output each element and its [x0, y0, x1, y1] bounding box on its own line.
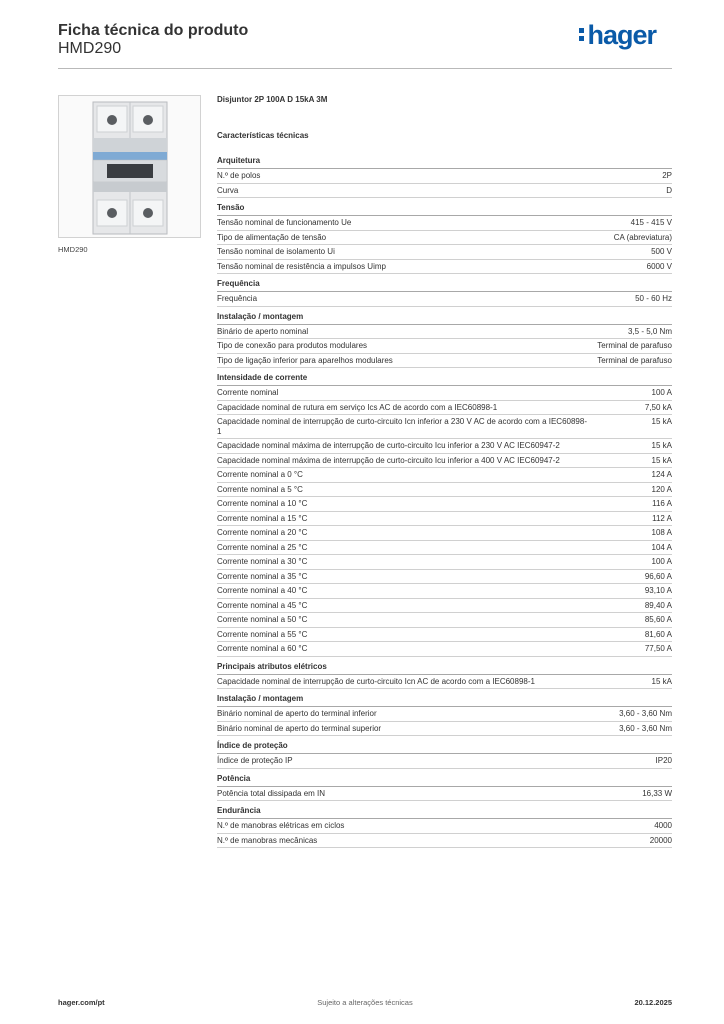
spec-section [217, 689, 672, 736]
spec-label: Tensão nominal de funcionamento Ue [217, 218, 352, 227]
spec-row [217, 468, 672, 483]
spec-label: Tipo de conexão para produtos modulares [217, 341, 368, 350]
section-title: Intensidade de corrente [217, 368, 672, 386]
spec-value: 15 kA [651, 441, 672, 450]
spec-row [217, 707, 672, 722]
spec-label: Binário nominal de aperto do terminal inferior [217, 709, 377, 718]
spec-value: 50 - 60 Hz [635, 294, 672, 303]
spec-label: Corrente nominal a 40 °C [217, 586, 308, 595]
spec-row [217, 555, 672, 570]
spec-value: 3,60 - 3,60 Nm [619, 709, 672, 718]
spec-value: 3,5 - 5,0 Nm [627, 326, 672, 336]
footer-website: hager.com/pt [58, 998, 105, 1007]
spec-section [217, 307, 672, 369]
spec-value: 15 kA [651, 455, 672, 465]
spec-label: Tipo de alimentação de tensão [217, 232, 327, 242]
product-image [58, 95, 201, 238]
spec-row [217, 642, 672, 657]
spec-row [217, 292, 672, 307]
spec-section [217, 736, 672, 769]
spec-row [217, 231, 672, 246]
spec-value: 500 V [651, 247, 672, 256]
spec-value: Terminal de parafuso [597, 355, 672, 365]
spec-row [217, 386, 672, 401]
spec-value: Terminal de parafuso [597, 341, 672, 350]
spec-label: Binário de aperto nominal [217, 326, 309, 336]
spec-row [217, 584, 672, 599]
spec-value: 89,40 A [644, 600, 672, 610]
spec-label: Curva [217, 185, 239, 195]
page-title: Ficha técnica do produto [58, 22, 249, 39]
spec-row [217, 184, 672, 199]
spec-value: IP20 [655, 756, 672, 765]
spec-row [217, 354, 672, 369]
spec-row [217, 497, 672, 512]
spec-label: Corrente nominal a 50 °C [217, 615, 308, 624]
spec-value: CA (abreviatura) [613, 232, 672, 242]
spec-value: 15 kA [651, 417, 672, 426]
spec-row [217, 570, 672, 585]
spec-value: 77,50 A [644, 644, 672, 653]
spec-row [217, 754, 672, 769]
spec-section [217, 657, 672, 690]
spec-sections [217, 151, 672, 848]
spec-value: 104 A [651, 542, 672, 552]
spec-label: Capacidade nominal máxima de interrupção de curto-circuito Icu inferior a 230 V AC IEC60947-2 [217, 441, 560, 450]
spec-value: 4000 [654, 821, 672, 830]
spec-label: Tensão nominal de resistência a impulsos Uimp [217, 261, 386, 271]
spec-row [217, 415, 672, 439]
spec-value: 93,10 A [644, 586, 672, 595]
product-model: HMD290 [58, 40, 122, 57]
spec-label: Corrente nominal a 60 °C [217, 644, 308, 653]
section-title: Arquitetura [217, 151, 672, 169]
spec-label: Corrente nominal a 10 °C [217, 499, 308, 508]
spec-row [217, 675, 672, 690]
spec-label: Capacidade nominal máxima de interrupção de curto-circuito Icu inferior a 400 V AC IEC60947-2 [217, 455, 560, 465]
spec-row [217, 339, 672, 354]
spec-label: Corrente nominal a 20 °C [217, 528, 308, 537]
spec-section [217, 198, 672, 274]
spec-label: N.º de manobras elétricas em ciclos [217, 821, 345, 830]
spec-value: 100 A [651, 388, 672, 397]
spec-label: Corrente nominal a 45 °C [217, 600, 308, 610]
section-title: Frequência [217, 274, 672, 292]
spec-content [217, 93, 672, 848]
spec-row [217, 401, 672, 416]
section-title: Principais atributos elétricos [217, 657, 672, 675]
spec-value: 120 A [651, 484, 672, 494]
section-title: Índice de proteção [217, 736, 672, 754]
spec-label: Corrente nominal [217, 388, 279, 397]
spec-row [217, 541, 672, 556]
spec-value: 96,60 A [644, 571, 672, 581]
hager-logo [579, 20, 656, 51]
spec-value: 116 A [652, 499, 672, 508]
spec-row [217, 834, 672, 849]
section-title: Endurância [217, 801, 672, 819]
spec-label: Corrente nominal a 5 °C [217, 484, 303, 494]
spec-label: Capacidade nominal de interrupção de curto-circuito Icn AC de acordo com a IEC60898-1 [217, 676, 535, 686]
spec-value: 16,33 W [642, 788, 672, 798]
spec-label: Corrente nominal a 15 °C [217, 513, 308, 523]
spec-label: Frequência [217, 294, 258, 303]
spec-label: Tensão nominal de isolamento Ui [217, 247, 335, 256]
logo-text: hager [587, 20, 656, 50]
spec-section [217, 801, 672, 848]
spec-label: Binário nominal de aperto do terminal superior [217, 723, 382, 733]
spec-row [217, 599, 672, 614]
spec-value: 6000 V [646, 261, 672, 271]
logo-dots-icon [579, 25, 585, 43]
spec-value: 81,60 A [644, 629, 672, 639]
section-title: Instalação / montagem [217, 307, 672, 325]
spec-value: 85,60 A [644, 615, 672, 624]
spec-label: Capacidade nominal de interrupção de curto-circuito Icn inferior a 230 V AC de acordo com a IEC60898-1 [217, 417, 587, 436]
spec-label: Corrente nominal a 30 °C [217, 557, 308, 566]
spec-value: 15 kA [651, 676, 672, 686]
spec-row [217, 245, 672, 260]
spec-label: Corrente nominal a 55 °C [217, 629, 308, 639]
tech-characteristics-heading: Características técnicas [217, 131, 309, 140]
spec-label: Corrente nominal a 25 °C [217, 542, 308, 552]
spec-row [217, 819, 672, 834]
spec-section [217, 769, 672, 802]
spec-label: N.º de polos [217, 171, 261, 180]
spec-value: 3,60 - 3,60 Nm [619, 723, 672, 733]
spec-value: 415 - 415 V [630, 218, 672, 227]
section-title: Instalação / montagem [217, 689, 672, 707]
spec-row [217, 512, 672, 527]
spec-label: Corrente nominal a 35 °C [217, 571, 308, 581]
spec-row [217, 787, 672, 802]
image-caption: HMD290 [58, 245, 88, 254]
spec-row [217, 439, 672, 454]
spec-row [217, 325, 672, 340]
spec-label: Tipo de ligação inferior para aparelhos modulares [217, 355, 393, 365]
spec-value: 124 A [651, 470, 672, 479]
spec-row [217, 483, 672, 498]
spec-section [217, 151, 672, 198]
spec-row [217, 260, 672, 275]
spec-label: Potência total dissipada em IN [217, 788, 326, 798]
spec-label: Capacidade nominal de rutura em serviço Ics AC de acordo com a IEC60898-1 [217, 402, 498, 412]
spec-row [217, 526, 672, 541]
spec-label: Índice de proteção IP [217, 756, 293, 765]
spec-value: 20000 [649, 835, 672, 845]
spec-row [217, 613, 672, 628]
spec-row [217, 169, 672, 184]
page-footer [58, 998, 672, 1010]
spec-label: Corrente nominal a 0 °C [217, 470, 303, 479]
spec-row [217, 722, 672, 737]
spec-value: 112 A [652, 513, 672, 523]
footer-date: 20.12.2025 [634, 998, 672, 1007]
circuit-breaker-icon [59, 96, 200, 237]
section-title: Tensão [217, 198, 672, 216]
spec-row [217, 454, 672, 469]
spec-value: 2P [662, 171, 672, 180]
spec-value: 108 A [651, 528, 672, 537]
page-header [58, 20, 672, 68]
spec-section [217, 368, 672, 657]
spec-label: N.º de manobras mecânicas [217, 835, 318, 845]
spec-value: D [666, 185, 672, 195]
section-title: Potência [217, 769, 672, 787]
spec-row [217, 628, 672, 643]
product-description: Disjuntor 2P 100A D 15kA 3M [217, 95, 328, 104]
spec-value: 100 A [651, 557, 672, 566]
spec-section [217, 274, 672, 307]
spec-value: 7,50 kA [644, 402, 672, 412]
header-divider [58, 68, 672, 69]
footer-note: Sujeito a alterações técnicas [317, 998, 413, 1007]
spec-row [217, 216, 672, 231]
